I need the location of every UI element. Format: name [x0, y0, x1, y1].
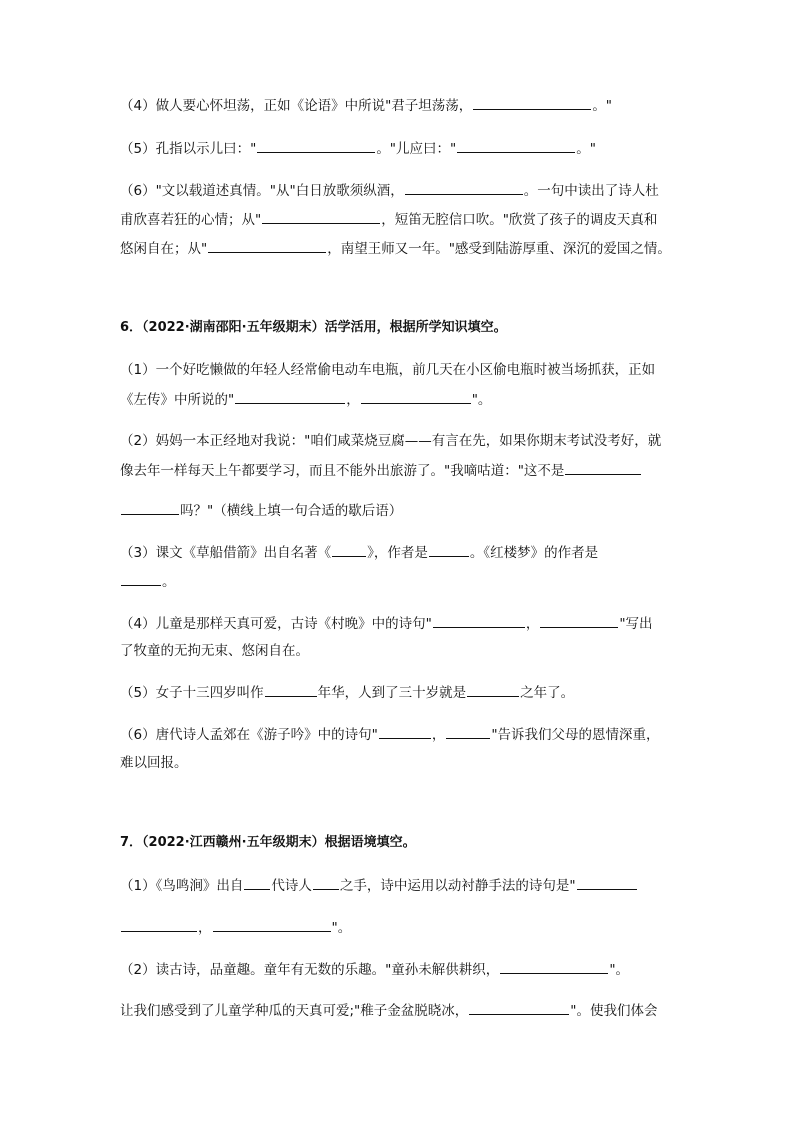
q6-item5-end: 之年了。	[520, 685, 575, 701]
q6-item6-line2: 难以回报。	[120, 755, 188, 771]
answer-blank[interactable]	[473, 95, 591, 110]
q6-item3-text: （3）课文《草船借箭》出自名著《	[120, 545, 332, 561]
answer-blank[interactable]	[500, 959, 608, 974]
answer-blank[interactable]	[469, 1000, 569, 1015]
q7-heading: 7．（2022·江西赣州·五年级期末）根据语境填空。	[120, 835, 416, 850]
q6-item6-sep: ，	[431, 727, 446, 743]
q6-item3-line2	[120, 571, 680, 592]
q6-item3-text: 。《红楼梦》的作者是	[469, 545, 599, 561]
answer-blank[interactable]	[121, 500, 179, 515]
q5-item6-text: 悠闲自在；从"	[120, 241, 208, 257]
q6-item3-end: 。	[162, 574, 176, 590]
answer-blank[interactable]	[405, 180, 523, 195]
q5-item6-text: ，南望王师又一年。"感受到陆游厚重、深沉的爱国之情。	[327, 241, 671, 257]
answer-blank[interactable]	[235, 389, 345, 404]
answer-blank[interactable]	[262, 209, 380, 224]
answer-blank[interactable]	[257, 138, 375, 153]
q6-item5	[120, 682, 680, 703]
q5-item5-mid: 。"儿应曰："	[376, 141, 457, 157]
q6-item2-text: （2）妈妈一本正经地对我说："咱们咸菜烧豆腐——有言在先，如果你期末考试没考好，就	[120, 433, 662, 449]
answer-blank[interactable]	[577, 875, 637, 890]
q6-item1-text: 《左传》中所说的"	[120, 392, 235, 408]
q7-item1-line1	[120, 875, 680, 896]
q6-item5-text: 年华，人到了三十岁就是	[317, 685, 467, 701]
q6-item1-sep: ，	[346, 392, 360, 408]
answer-blank[interactable]	[213, 917, 331, 932]
q6-item4-sep: ，	[525, 616, 540, 632]
q5-item4-text: （4）做人要心怀坦荡，正如《论语》中所说"君子坦荡荡，	[120, 98, 473, 114]
q6-item1-line2	[120, 389, 680, 410]
answer-blank[interactable]	[565, 460, 641, 475]
q6-item3-text: 》，作者是	[367, 545, 428, 561]
q6-item2-line2	[120, 460, 680, 481]
q5-item5-text: （5）孔指以示儿曰："	[120, 141, 257, 157]
q6-item6-text: （6）唐代诗人孟郊在《游子吟》中的诗句"	[120, 727, 378, 743]
q5-item5	[120, 138, 680, 159]
q7-item1-line2	[120, 917, 680, 938]
q6-item4-line2: 了牧童的无拘无束、悠闲自在。	[120, 643, 309, 659]
q5-item6-text: 甫欣喜若狂的心情；从"	[120, 212, 262, 228]
answer-blank[interactable]	[121, 571, 161, 586]
q6-item4-line1	[120, 613, 680, 634]
q5-item4-end: 。"	[592, 98, 613, 114]
q6-item3-line1	[120, 542, 680, 563]
q5-item6-line1	[120, 180, 680, 201]
q7-item1-text: 之手，诗中运用以动衬静手法的诗句是"	[339, 878, 576, 894]
q6-item1-end: "。	[471, 392, 492, 408]
q6-item2-text: 像去年一样每天上午都要学习，而且不能外出旅游了。"我嘀咕道："这不是	[120, 463, 565, 479]
q6-item2-line1	[120, 431, 680, 451]
q5-item5-end: 。"	[576, 141, 596, 157]
q7-item1-text: （1）《鸟鸣涧》出自	[120, 878, 244, 894]
q6-item1-text: （1）一个好吃懒做的年轻人经常偷电动车电瓶，前几天在小区偷电瓶时被当场抓获，正如	[120, 362, 656, 378]
q7-item2-text: （2）读古诗，品童趣。童年有无数的乐趣。"童孙未解供耕织，	[120, 962, 500, 978]
answer-blank[interactable]	[446, 724, 490, 739]
q7-item2-text: "。使我们体会	[570, 1003, 658, 1019]
q6-item4-text: （4）儿童是那样天真可爱，古诗《村晚》中的诗句"	[120, 616, 432, 632]
answer-blank[interactable]	[361, 389, 471, 404]
q7-item2-line1	[120, 959, 680, 980]
answer-blank[interactable]	[540, 613, 618, 628]
q7-item1-sep: ，	[198, 920, 212, 936]
q7-item2-text: 让我们感受到了儿童学种瓜的天真可爱;"稚子金盆脱晓冰，	[120, 1003, 469, 1019]
q5-item6-text: ，短笛无腔信口吹。"欣赏了孩子的调皮天真和	[381, 212, 658, 228]
answer-blank[interactable]	[121, 917, 197, 932]
answer-blank[interactable]	[313, 875, 339, 890]
answer-blank[interactable]	[265, 682, 317, 697]
q5-item6-line2	[120, 209, 680, 230]
q5-item6-text: （6）"文以载道述真情。"从"白日放歌须纵酒，	[120, 183, 404, 199]
q5-item6-text: 。一句中读出了诗人杜	[523, 183, 659, 199]
q6-item5-text: （5）女子十三四岁叫作	[120, 685, 264, 701]
q6-item2-line3	[120, 500, 680, 521]
q7-item2-end: "。	[609, 962, 630, 978]
q5-item4	[120, 95, 680, 116]
q7-item1-end: "。	[331, 920, 352, 936]
answer-blank[interactable]	[467, 682, 519, 697]
q6-item6-line1	[120, 724, 680, 745]
answer-blank[interactable]	[457, 138, 575, 153]
answer-blank[interactable]	[332, 542, 366, 557]
q5-item6-line3	[120, 238, 680, 259]
answer-blank[interactable]	[433, 613, 525, 628]
answer-blank[interactable]	[208, 238, 326, 253]
answer-blank[interactable]	[379, 724, 431, 739]
q7-item2-line2	[120, 1000, 680, 1021]
q6-item4-text: "写出	[619, 616, 653, 632]
q6-heading: 6．（2022·湖南邵阳·五年级期末）活学活用，根据所学知识填空。	[120, 320, 507, 335]
answer-blank[interactable]	[429, 542, 469, 557]
q7-item1-text: 代诗人	[271, 878, 312, 894]
q6-item1-line1	[120, 360, 680, 380]
answer-blank[interactable]	[244, 875, 270, 890]
q6-item2-text: 吗？"（横线上填一句合适的歇后语）	[180, 503, 403, 519]
q6-item6-text: "告诉我们父母的恩情深重，	[491, 727, 660, 743]
